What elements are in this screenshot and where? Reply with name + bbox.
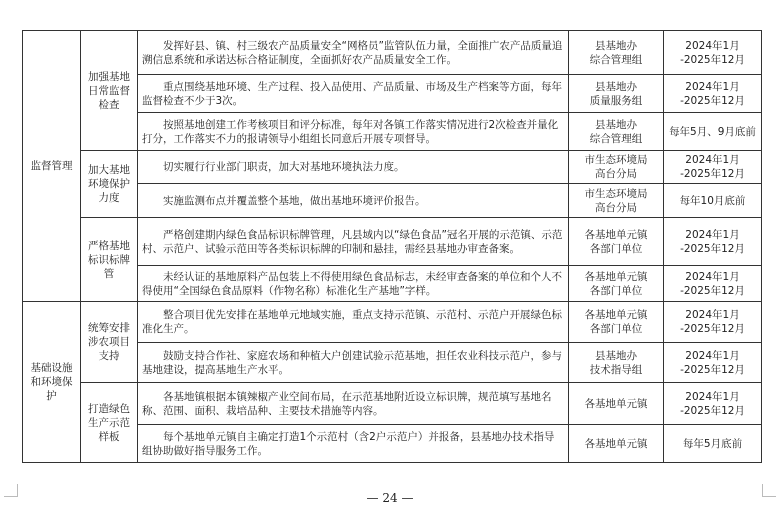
task-cell: 切实履行行业部门职责，加大对基地环境执法力度。: [138, 151, 569, 184]
time-cell: 每年10月底前: [664, 184, 762, 218]
unit-cell: 市生态环境局 高台分局: [569, 151, 664, 184]
unit-cell: 各基地单元镇: [569, 425, 664, 463]
subcategory-cell: 加大基地环境保护力度: [81, 151, 138, 218]
time-cell: 2024年1月 -2025年12月: [664, 343, 762, 383]
task-cell: 鼓励支持合作社、家庭农场和种植大户创建试验示范基地，担任农业科技示范户，参与基地建设，提高基地生产水平。: [138, 343, 569, 383]
time-cell: 2024年1月 -2025年12月: [664, 31, 762, 75]
table-row: [23, 302, 762, 343]
task-cell: 各基地镇根据本镇辣椒产业空间布局，在示范基地附近设立标识牌，规范填写基地名称、范围、面积、栽培品种、主要技术措施等内容。: [138, 383, 569, 425]
unit-cell: 县基地办 综合管理组: [569, 31, 664, 75]
task-table: [22, 30, 762, 463]
table-row: [23, 151, 762, 184]
task-cell: 整合项目优先安排在基地单元地域实施，重点支持示范镇、示范村、示范户开展绿色标准化生产。: [138, 302, 569, 343]
unit-cell: 各基地单元镇: [569, 383, 664, 425]
task-cell: 每个基地单元镇自主确定打造1个示范村（含2户示范户）并报备，县基地办技术指导组协助做好指导服务工作。: [138, 425, 569, 463]
task-cell: 未经认证的基地原料产品包装上不得使用绿色食品标志，未经审查备案的单位和个人不得使用“全国绿色食品原料（作物名称）标准化生产基地”字样。: [138, 266, 569, 302]
category-cell: 基础设施和环境保护: [23, 302, 81, 463]
time-cell: 2024年1月 -2025年12月: [664, 302, 762, 343]
unit-cell: 县基地办 质量服务组: [569, 75, 664, 113]
time-cell: 2024年1月 -2025年12月: [664, 383, 762, 425]
task-cell: 重点围绕基地环境、生产过程、投入品使用、产品质量、市场及生产档案等方面，每年监督检查不少于3次。: [138, 75, 569, 113]
category-cell: 监督管理: [23, 31, 81, 302]
time-cell: 2024年1月 -2025年12月: [664, 151, 762, 184]
time-cell: 2024年1月 -2025年12月: [664, 75, 762, 113]
table-row: [23, 383, 762, 425]
subcategory-cell: 打造绿色生产示范样板: [81, 383, 138, 463]
subcategory-cell: 加强基地日常监督检查: [81, 31, 138, 151]
task-cell: 发挥好县、镇、村三级农产品质量安全“网格员”监管队伍力量，全面推广农产品质量追溯信息系统和承诺达标合格证制度，全面抓好农产品质量安全工作。: [138, 31, 569, 75]
unit-cell: 县基地办 综合管理组: [569, 113, 664, 151]
time-cell: 每年5月底前: [664, 425, 762, 463]
unit-cell: 各基地单元镇 各部门单位: [569, 266, 664, 302]
time-cell: 每年5月、9月底前: [664, 113, 762, 151]
table-row: [23, 31, 762, 75]
unit-cell: 市生态环境局 高台分局: [569, 184, 664, 218]
task-cell: 按照基地创建工作考核项目和评分标准，每年对各镇工作落实情况进行2次检查并量化打分，工作落实不力的报请领导小组组长同意后开展专项督导。: [138, 113, 569, 151]
subcategory-cell: 统筹安排涉农项目支持: [81, 302, 138, 383]
table-row: [23, 218, 762, 266]
task-cell: 严格创建期内绿色食品标识标牌管理，凡县域内以“绿色食品”冠名开展的示范镇、示范村、示范户、试验示范田等各类标识标牌的印制和悬挂，需经县基地办审查备案。: [138, 218, 569, 266]
unit-cell: 各基地单元镇 各部门单位: [569, 218, 664, 266]
unit-cell: 各基地单元镇 各部门单位: [569, 302, 664, 343]
time-cell: 2024年1月 -2025年12月: [664, 218, 762, 266]
subcategory-cell: 严格基地标识标牌管: [81, 218, 138, 302]
unit-cell: 县基地办 技术指导组: [569, 343, 664, 383]
time-cell: 2024年1月 -2025年12月: [664, 266, 762, 302]
task-cell: 实施监测布点并覆盖整个基地，做出基地环境评价报告。: [138, 184, 569, 218]
page-number: — 24 —: [366, 491, 414, 505]
